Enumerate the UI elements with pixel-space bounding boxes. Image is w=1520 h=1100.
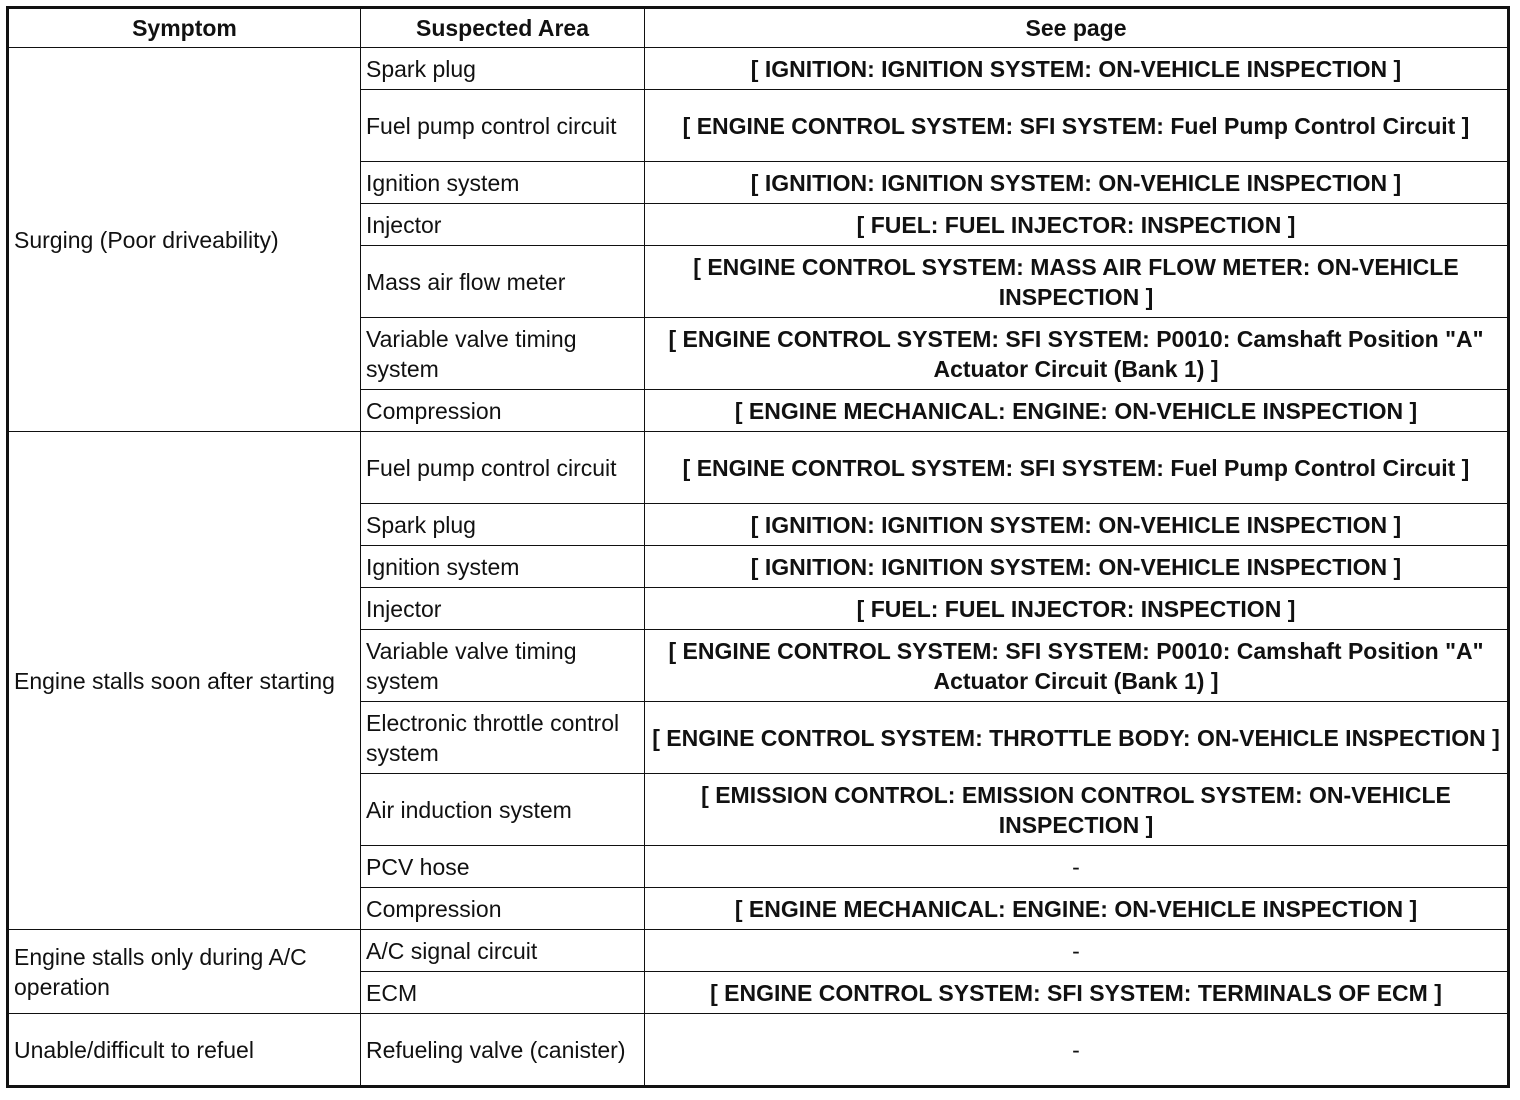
suspected-area-cell: Ignition system bbox=[361, 546, 645, 588]
suspected-area-cell: Injector bbox=[361, 588, 645, 630]
suspected-area-cell: Ignition system bbox=[361, 162, 645, 204]
table-row bbox=[8, 1014, 1509, 1087]
see-page-link[interactable]: [ ENGINE CONTROL SYSTEM: MASS AIR FLOW METER: ON-VEHICLE INSPECTION ] bbox=[645, 246, 1509, 318]
see-page-link[interactable]: [ IGNITION: IGNITION SYSTEM: ON-VEHICLE INSPECTION ] bbox=[645, 546, 1509, 588]
symptom-header: Symptom bbox=[8, 8, 361, 48]
symptom-cell: Unable/difficult to refuel bbox=[8, 1014, 361, 1087]
suspected-area-header: Suspected Area bbox=[361, 8, 645, 48]
see-page-link[interactable]: [ IGNITION: IGNITION SYSTEM: ON-VEHICLE INSPECTION ] bbox=[645, 162, 1509, 204]
see-page-link[interactable]: [ ENGINE CONTROL SYSTEM: SFI SYSTEM: P0010: Camshaft Position "A" Actuator Circuit (Bank 1) ] bbox=[645, 630, 1509, 702]
see-page-link[interactable]: [ ENGINE CONTROL SYSTEM: THROTTLE BODY: ON-VEHICLE INSPECTION ] bbox=[645, 702, 1509, 774]
suspected-area-cell: PCV hose bbox=[361, 846, 645, 888]
symptom-cell: Surging (Poor driveability) bbox=[8, 48, 361, 432]
suspected-area-cell: Injector bbox=[361, 204, 645, 246]
table-row bbox=[8, 48, 1509, 90]
see-page-link[interactable]: [ ENGINE MECHANICAL: ENGINE: ON-VEHICLE INSPECTION ] bbox=[645, 390, 1509, 432]
header-row bbox=[8, 8, 1509, 48]
suspected-area-cell: Compression bbox=[361, 390, 645, 432]
suspected-area-cell: Mass air flow meter bbox=[361, 246, 645, 318]
see-page-link[interactable]: [ ENGINE CONTROL SYSTEM: SFI SYSTEM: Fuel Pump Control Circuit ] bbox=[645, 432, 1509, 504]
suspected-area-cell: Variable valve timing system bbox=[361, 630, 645, 702]
see-page-cell: - bbox=[645, 930, 1509, 972]
see-page-link[interactable]: [ ENGINE CONTROL SYSTEM: SFI SYSTEM: Fuel Pump Control Circuit ] bbox=[645, 90, 1509, 162]
suspected-area-cell: Variable valve timing system bbox=[361, 318, 645, 390]
see-page-link[interactable]: [ ENGINE CONTROL SYSTEM: SFI SYSTEM: TERMINALS OF ECM ] bbox=[645, 972, 1509, 1014]
symptom-table bbox=[6, 6, 1510, 1088]
see-page-link[interactable]: [ EMISSION CONTROL: EMISSION CONTROL SYSTEM: ON-VEHICLE INSPECTION ] bbox=[645, 774, 1509, 846]
suspected-area-cell: Electronic throttle control system bbox=[361, 702, 645, 774]
see-page-link[interactable]: [ FUEL: FUEL INJECTOR: INSPECTION ] bbox=[645, 204, 1509, 246]
see-page-link[interactable]: [ IGNITION: IGNITION SYSTEM: ON-VEHICLE INSPECTION ] bbox=[645, 504, 1509, 546]
see-page-link[interactable]: [ FUEL: FUEL INJECTOR: INSPECTION ] bbox=[645, 588, 1509, 630]
see-page-cell: - bbox=[645, 846, 1509, 888]
symptom-cell: Engine stalls soon after starting bbox=[8, 432, 361, 930]
see-page-link[interactable]: [ ENGINE CONTROL SYSTEM: SFI SYSTEM: P0010: Camshaft Position "A" Actuator Circuit (Bank 1) ] bbox=[645, 318, 1509, 390]
suspected-area-cell: Air induction system bbox=[361, 774, 645, 846]
see-page-link[interactable]: [ IGNITION: IGNITION SYSTEM: ON-VEHICLE INSPECTION ] bbox=[645, 48, 1509, 90]
suspected-area-cell: A/C signal circuit bbox=[361, 930, 645, 972]
suspected-area-cell: ECM bbox=[361, 972, 645, 1014]
see-page-header: See page bbox=[645, 8, 1509, 48]
suspected-area-cell: Compression bbox=[361, 888, 645, 930]
symptom-cell: Engine stalls only during A/C operation bbox=[8, 930, 361, 1014]
table-row bbox=[8, 930, 1509, 972]
suspected-area-cell: Refueling valve (canister) bbox=[361, 1014, 645, 1087]
table-row bbox=[8, 432, 1509, 504]
suspected-area-cell: Fuel pump control circuit bbox=[361, 432, 645, 504]
suspected-area-cell: Spark plug bbox=[361, 504, 645, 546]
see-page-cell: - bbox=[645, 1014, 1509, 1087]
see-page-link[interactable]: [ ENGINE MECHANICAL: ENGINE: ON-VEHICLE INSPECTION ] bbox=[645, 888, 1509, 930]
suspected-area-cell: Spark plug bbox=[361, 48, 645, 90]
suspected-area-cell: Fuel pump control circuit bbox=[361, 90, 645, 162]
